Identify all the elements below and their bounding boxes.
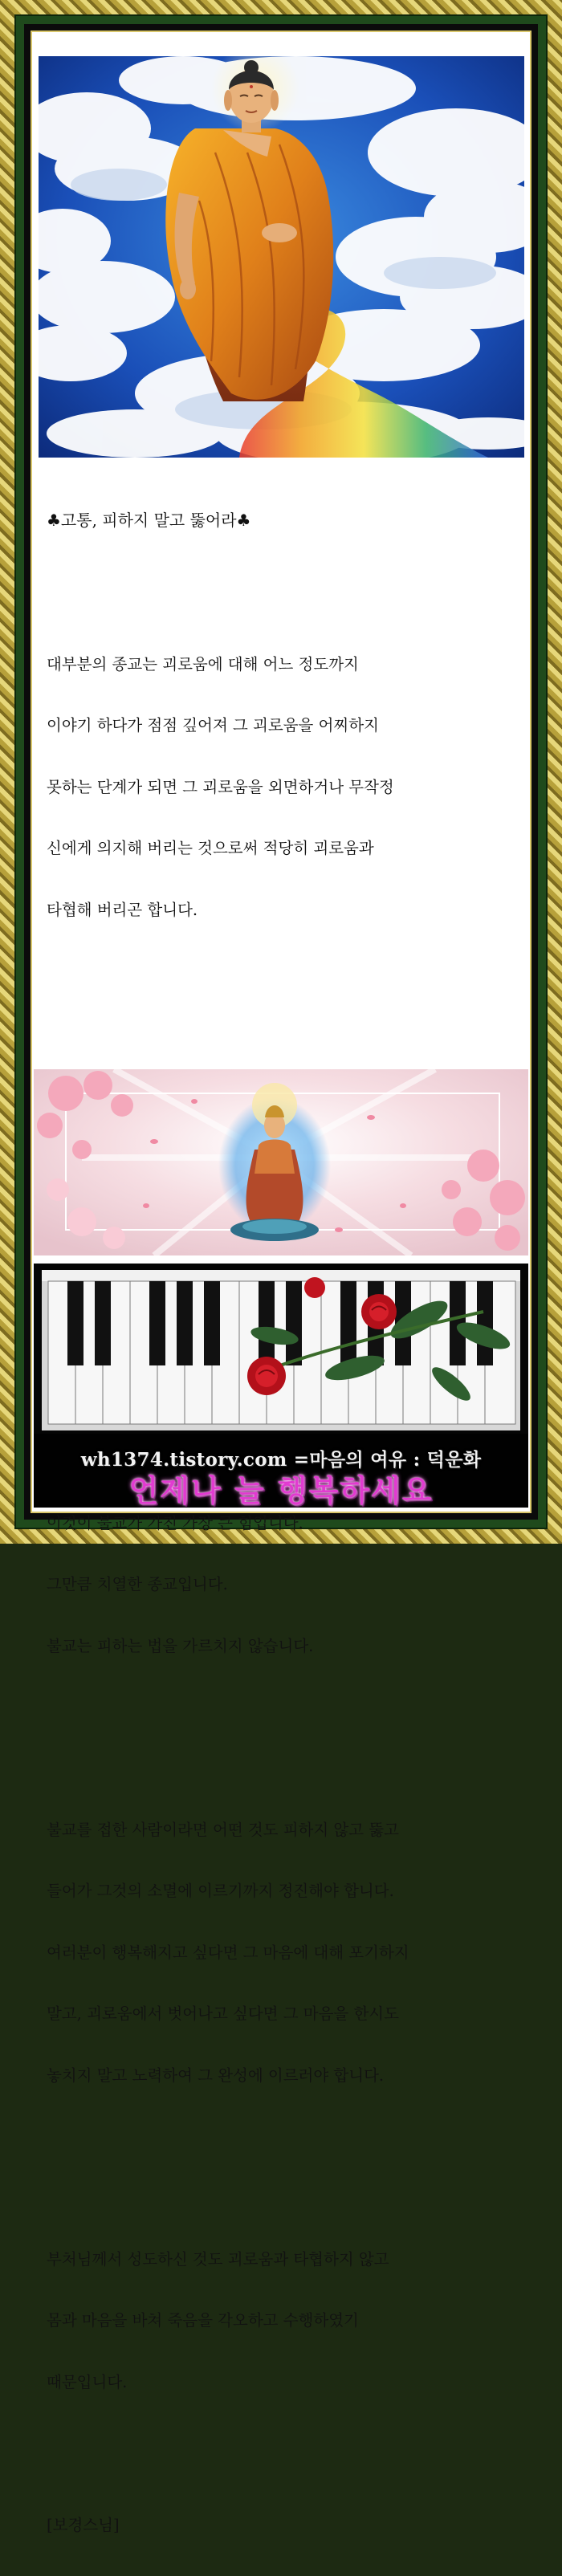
article-text [47,469,520,2576]
paragraph-4 [47,1779,520,2127]
banner-url-text: wh1374.tistory.com =마음의 여유 : 덕운화 [34,1445,528,1471]
hero-image-buddha [39,56,524,458]
author-signature: [보경스님] [47,2515,520,2536]
text-line: 말고, 괴로움에서 벗어나고 싶다면 그 마음을 한시도 [47,2004,520,2025]
text-line: 놓치지 말고 노력하여 그 완성에 이르러야 합니다. [47,2065,520,2086]
text-line: 부처님께서 성도하신 것도 괴로움과 타협하지 않고 [47,2249,520,2270]
banner-greeting-text: 언제나 늘 행복하세요 [34,1466,528,1508]
text-line: 이야기 하다가 점점 깊어져 그 괴로움을 어찌하지 [47,715,520,736]
text-line: 그만큼 치열한 종교입니다. [47,1574,520,1595]
text-line: 타협해 버리곤 합니다. [47,900,520,921]
text-line: 여러분이 행복해지고 싶다면 그 마음에 대해 포기하지 [47,1943,520,1964]
text-line: 신에게 의지해 버리는 것으로써 적당히 괴로움과 [47,838,520,859]
post-content [34,34,528,1510]
text-line: 대부분의 종교는 괴로움에 대해 어느 정도까지 [47,654,520,675]
text-line: 몸과 마음을 바쳐 죽음을 각오하고 수행하였기 [47,2310,520,2331]
piano-banner-image [34,1264,528,1508]
paragraph-1 [47,613,520,962]
article-title: ♣고통, 피하지 말고 뚫어라♣ [47,510,520,531]
text-line: 때문입니다. [47,2372,520,2393]
bodhisattva-illustration [34,1069,528,1255]
text-line: 불교는 피하는 법을 가르치지 않습니다. [47,1636,520,1657]
text-line: 이것이 불교가 가진 가장 큰 힘입니다. [47,1513,520,1534]
bodhisattva-image [34,1069,528,1255]
paragraph-5 [47,2208,520,2434]
buddha-illustration [39,56,524,458]
text-line: 불교를 접한 사람이라면 어떤 것도 피하지 않고 뚫고 [47,1820,520,1841]
text-line: 못하는 단계가 되면 그 괴로움을 외면하거나 무작정 [47,777,520,798]
text-line: 들어가 그것의 소멸에 이르기까지 정진해야 합니다. [47,1881,520,1902]
